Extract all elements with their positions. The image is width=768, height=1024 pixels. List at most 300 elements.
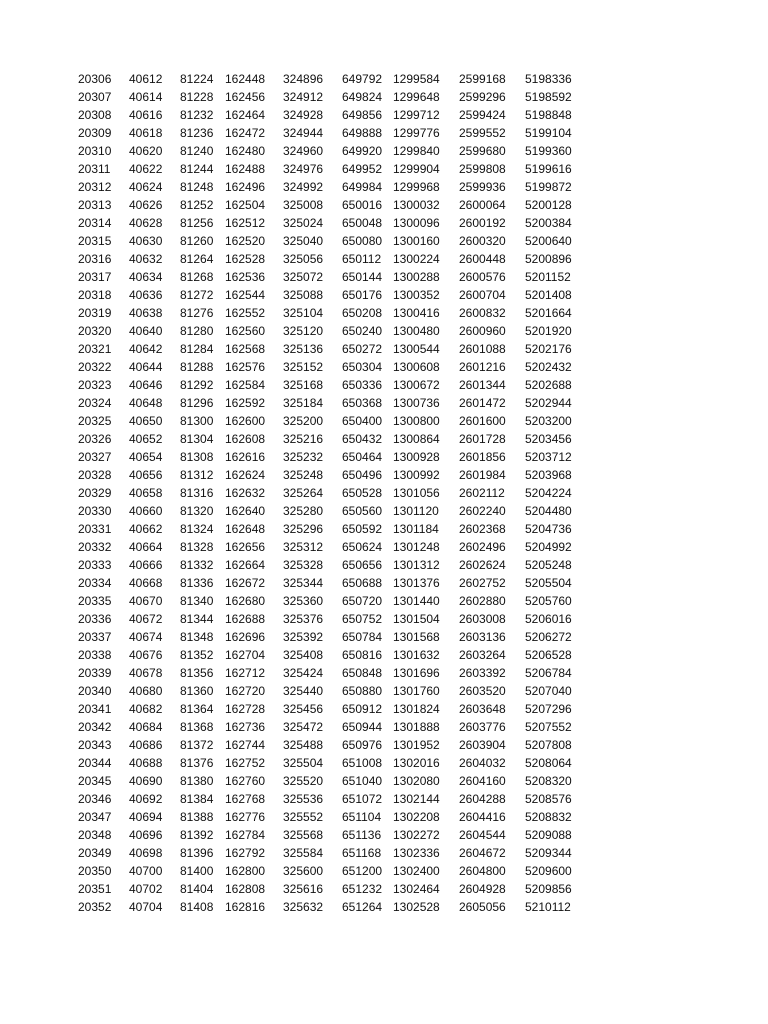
table-cell: 2599680: [459, 144, 506, 158]
table-cell: 2603648: [459, 702, 506, 716]
table-cell: 40634: [129, 270, 163, 284]
table-cell: 2600192: [459, 216, 506, 230]
table-cell: 650496: [342, 468, 383, 482]
table-cell: 650016: [342, 198, 383, 212]
table-cell: 81268: [180, 270, 214, 284]
table-cell: 325568: [283, 828, 324, 842]
table-cell: 162528: [225, 252, 266, 266]
table-cell: 325632: [283, 900, 324, 914]
table-cell: 2601216: [459, 360, 506, 374]
table-cell: 5200128: [525, 198, 572, 212]
table-cell: 5204992: [525, 540, 572, 554]
table-cell: 20332: [78, 540, 112, 554]
table-cell: 1301632: [393, 648, 440, 662]
table-cell: 40628: [129, 216, 163, 230]
table-cell: 2599296: [459, 90, 506, 104]
table-cell: 5205504: [525, 576, 572, 590]
table-cell: 650752: [342, 612, 383, 626]
table-row: [78, 736, 585, 754]
table-cell: 649952: [342, 162, 383, 176]
table-cell: 650080: [342, 234, 383, 248]
table-cell: 2604032: [459, 756, 506, 770]
table-cell: 325552: [283, 810, 324, 824]
table-cell: 162792: [225, 846, 266, 860]
table-cell: 5198336: [525, 72, 572, 86]
table-cell: 2602112: [459, 486, 505, 500]
table-cell: 20342: [78, 720, 112, 734]
table-cell: 2603520: [459, 684, 506, 698]
table-row: [78, 430, 585, 448]
table-cell: 1301440: [393, 594, 440, 608]
table-cell: 5198592: [525, 90, 572, 104]
table-cell: 2605056: [459, 900, 506, 914]
table-cell: 324976: [283, 162, 324, 176]
table-cell: 650368: [342, 396, 383, 410]
table-cell: 40624: [129, 180, 163, 194]
table-cell: 650656: [342, 558, 383, 572]
table-cell: 325280: [283, 504, 324, 518]
table-cell: 325168: [283, 378, 324, 392]
table-cell: 162696: [225, 630, 266, 644]
table-cell: 81252: [180, 198, 214, 212]
table-cell: 40636: [129, 288, 163, 302]
table-cell: 40654: [129, 450, 163, 464]
table-cell: 649920: [342, 144, 383, 158]
table-cell: 2602240: [459, 504, 506, 518]
table-row: [78, 412, 585, 430]
table-cell: 81400: [180, 864, 214, 878]
table-cell: 81396: [180, 846, 214, 860]
table-cell: 325376: [283, 612, 324, 626]
table-cell: 5206272: [525, 630, 572, 644]
table-row: [78, 178, 585, 196]
table-cell: 650848: [342, 666, 383, 680]
table-row: [78, 664, 585, 682]
table-row: [78, 358, 585, 376]
table-cell: 81264: [180, 252, 214, 266]
table-cell: 81388: [180, 810, 214, 824]
table-cell: 20318: [78, 288, 112, 302]
table-row: [78, 574, 585, 592]
table-cell: 40670: [129, 594, 163, 608]
table-cell: 40646: [129, 378, 163, 392]
table-cell: 162768: [225, 792, 266, 806]
table-cell: 20316: [78, 252, 112, 266]
table-cell: 1301504: [393, 612, 440, 626]
table-cell: 5206528: [525, 648, 572, 662]
table-cell: 1299840: [393, 144, 440, 158]
table-cell: 162504: [225, 198, 266, 212]
table-row: [78, 394, 585, 412]
table-cell: 162664: [225, 558, 266, 572]
table-cell: 325264: [283, 486, 324, 500]
table-cell: 40622: [129, 162, 163, 176]
table-cell: 81304: [180, 432, 214, 446]
table-cell: 2600320: [459, 234, 506, 248]
table-cell: 20313: [78, 198, 112, 212]
table-cell: 20323: [78, 378, 112, 392]
table-cell: 5208320: [525, 774, 572, 788]
table-cell: 40618: [129, 126, 163, 140]
table-cell: 81316: [180, 486, 214, 500]
table-cell: 5201408: [525, 288, 572, 302]
table-cell: 650176: [342, 288, 383, 302]
table-cell: 2604160: [459, 774, 506, 788]
table-cell: 162712: [225, 666, 266, 680]
table-cell: 40638: [129, 306, 163, 320]
table-cell: 2604928: [459, 882, 506, 896]
table-cell: 81308: [180, 450, 214, 464]
table-cell: 325072: [283, 270, 324, 284]
table-cell: 40620: [129, 144, 163, 158]
table-cell: 40700: [129, 864, 163, 878]
table-cell: 40662: [129, 522, 163, 536]
table-row: [78, 898, 585, 916]
table-cell: 162680: [225, 594, 266, 608]
table-cell: 325088: [283, 288, 324, 302]
table-cell: 1299584: [393, 72, 440, 86]
table-cell: 5205248: [525, 558, 572, 572]
table-cell: 650272: [342, 342, 383, 356]
table-cell: 650880: [342, 684, 383, 698]
table-row: [78, 826, 585, 844]
table-cell: 20351: [78, 882, 112, 896]
table-cell: 20334: [78, 576, 112, 590]
table-row: [78, 880, 585, 898]
table-cell: 40696: [129, 828, 163, 842]
table-cell: 325360: [283, 594, 324, 608]
table-row: [78, 682, 585, 700]
table-cell: 162592: [225, 396, 266, 410]
table-cell: 324912: [283, 90, 324, 104]
table-cell: 81356: [180, 666, 214, 680]
table-cell: 1301568: [393, 630, 440, 644]
table-cell: 1300928: [393, 450, 440, 464]
table-cell: 162496: [225, 180, 266, 194]
table-cell: 651168: [342, 846, 382, 860]
table-cell: 20339: [78, 666, 112, 680]
table-cell: 324928: [283, 108, 324, 122]
table-cell: 650464: [342, 450, 383, 464]
table-cell: 20324: [78, 396, 112, 410]
table-cell: 81232: [180, 108, 214, 122]
table-cell: 1302400: [393, 864, 440, 878]
table-cell: 20309: [78, 126, 112, 140]
table-cell: 5199872: [525, 180, 572, 194]
table-cell: 162544: [225, 288, 266, 302]
table-row: [78, 232, 585, 250]
table-cell: 40614: [129, 90, 163, 104]
table-row: [78, 718, 585, 736]
table-cell: 2601984: [459, 468, 506, 482]
table-row: [78, 844, 585, 862]
table-cell: 1300480: [393, 324, 440, 338]
table-cell: 325120: [283, 324, 324, 338]
table-cell: 1300544: [393, 342, 440, 356]
table-cell: 649984: [342, 180, 383, 194]
table-cell: 650304: [342, 360, 383, 374]
table-cell: 81244: [180, 162, 214, 176]
table-cell: 2603904: [459, 738, 506, 752]
table-cell: 5210112: [525, 900, 571, 914]
table-cell: 40632: [129, 252, 163, 266]
table-cell: 40702: [129, 882, 163, 896]
table-cell: 1302144: [393, 792, 440, 806]
table-cell: 2599552: [459, 126, 506, 140]
table-cell: 5207040: [525, 684, 572, 698]
table-cell: 5209088: [525, 828, 572, 842]
table-cell: 20341: [78, 702, 112, 716]
table-cell: 162640: [225, 504, 266, 518]
table-row: [78, 610, 585, 628]
table-cell: 40684: [129, 720, 163, 734]
table-cell: 20347: [78, 810, 112, 824]
table-cell: 5209344: [525, 846, 572, 860]
table-cell: 162784: [225, 828, 266, 842]
table-cell: 81364: [180, 702, 214, 716]
table-cell: 650976: [342, 738, 383, 752]
table-cell: 325536: [283, 792, 324, 806]
table-cell: 20322: [78, 360, 112, 374]
table-cell: 1302272: [393, 828, 440, 842]
table-cell: 40640: [129, 324, 163, 338]
table-cell: 5200640: [525, 234, 572, 248]
table-cell: 2600960: [459, 324, 506, 338]
table-cell: 325200: [283, 414, 324, 428]
table-row: [78, 196, 585, 214]
table-cell: 325008: [283, 198, 324, 212]
table-cell: 81380: [180, 774, 214, 788]
table-cell: 5209856: [525, 882, 572, 896]
table-cell: 1299904: [393, 162, 440, 176]
table-cell: 650208: [342, 306, 383, 320]
table-cell: 162672: [225, 576, 266, 590]
table-cell: 40658: [129, 486, 163, 500]
table-cell: 162480: [225, 144, 266, 158]
table-cell: 162488: [225, 162, 266, 176]
table-cell: 20315: [78, 234, 112, 248]
table-cell: 20338: [78, 648, 112, 662]
table-cell: 20337: [78, 630, 112, 644]
table-row: [78, 250, 585, 268]
table-row: [78, 484, 585, 502]
table-cell: 1299776: [393, 126, 440, 140]
table-row: [78, 304, 585, 322]
table-cell: 5204480: [525, 504, 572, 518]
table-row: [78, 520, 585, 538]
table-cell: 1302016: [393, 756, 440, 770]
table-cell: 162656: [225, 540, 266, 554]
table-cell: 324992: [283, 180, 324, 194]
table-cell: 40666: [129, 558, 163, 572]
table-cell: 5205760: [525, 594, 572, 608]
table-cell: 81296: [180, 396, 214, 410]
table-cell: 2602496: [459, 540, 506, 554]
table-cell: 651232: [342, 882, 383, 896]
table-cell: 1300608: [393, 360, 440, 374]
table-cell: 5202944: [525, 396, 572, 410]
table-cell: 325520: [283, 774, 324, 788]
table-cell: 1301824: [393, 702, 440, 716]
table-cell: 325344: [283, 576, 324, 590]
table-cell: 5203712: [525, 450, 572, 464]
table-cell: 650912: [342, 702, 383, 716]
table-cell: 1300800: [393, 414, 440, 428]
table-cell: 81384: [180, 792, 214, 806]
table-cell: 2602624: [459, 558, 506, 572]
table-cell: 325408: [283, 648, 324, 662]
table-cell: 81340: [180, 594, 214, 608]
table-cell: 651008: [342, 756, 383, 770]
table-cell: 1302080: [393, 774, 440, 788]
table-cell: 651072: [342, 792, 383, 806]
table-cell: 40680: [129, 684, 163, 698]
table-cell: 2599168: [459, 72, 506, 86]
table-cell: 20311: [78, 162, 111, 176]
table-cell: 20310: [78, 144, 112, 158]
table-cell: 5201664: [525, 306, 572, 320]
table-row: [78, 808, 585, 826]
table-cell: 5203456: [525, 432, 572, 446]
table-row: [78, 142, 585, 160]
table-cell: 40652: [129, 432, 163, 446]
table-cell: 81284: [180, 342, 214, 356]
table-cell: 2601856: [459, 450, 506, 464]
table-cell: 325216: [283, 432, 324, 446]
table-cell: 325424: [283, 666, 324, 680]
table-cell: 81344: [180, 612, 214, 626]
table-cell: 162736: [225, 720, 266, 734]
table-cell: 1300288: [393, 270, 440, 284]
table-cell: 1300032: [393, 198, 440, 212]
table-cell: 81236: [180, 126, 214, 140]
table-cell: 162560: [225, 324, 266, 338]
table-cell: 20306: [78, 72, 112, 86]
table-cell: 325600: [283, 864, 324, 878]
table-cell: 20314: [78, 216, 112, 230]
table-row: [78, 70, 585, 88]
table-row: [78, 592, 585, 610]
table-cell: 5203200: [525, 414, 572, 428]
table-cell: 81312: [180, 468, 214, 482]
table-cell: 325504: [283, 756, 324, 770]
table-cell: 20317: [78, 270, 112, 284]
table-cell: 20344: [78, 756, 112, 770]
table-cell: 40686: [129, 738, 163, 752]
table-cell: 81280: [180, 324, 214, 338]
table-cell: 20325: [78, 414, 112, 428]
table-cell: 1300352: [393, 288, 440, 302]
table-row: [78, 466, 585, 484]
table-row: [78, 448, 585, 466]
table-row: [78, 646, 585, 664]
table-cell: 1301056: [393, 486, 440, 500]
table-cell: 324960: [283, 144, 324, 158]
table-cell: 651200: [342, 864, 383, 878]
table-cell: 81372: [180, 738, 214, 752]
table-cell: 40668: [129, 576, 163, 590]
table-cell: 1300736: [393, 396, 440, 410]
table-cell: 162520: [225, 234, 266, 248]
table-cell: 1301312: [393, 558, 440, 572]
table-cell: 650560: [342, 504, 383, 518]
table-cell: 40678: [129, 666, 163, 680]
table-cell: 81360: [180, 684, 214, 698]
table-cell: 40616: [129, 108, 163, 122]
table-cell: 20329: [78, 486, 112, 500]
table-cell: 2603392: [459, 666, 506, 680]
table-cell: 81408: [180, 900, 214, 914]
table-cell: 1301184: [393, 522, 439, 536]
table-cell: 325328: [283, 558, 324, 572]
table-cell: 20349: [78, 846, 112, 860]
table-cell: 2604288: [459, 792, 506, 806]
table-cell: 325296: [283, 522, 324, 536]
table-cell: 650112: [342, 252, 382, 266]
table-cell: 81376: [180, 756, 214, 770]
table-cell: 162752: [225, 756, 266, 770]
table-cell: 81240: [180, 144, 214, 158]
table-cell: 40650: [129, 414, 163, 428]
table-cell: 325152: [283, 360, 324, 374]
table-cell: 162704: [225, 648, 266, 662]
table-cell: 2604800: [459, 864, 506, 878]
table-cell: 162624: [225, 468, 266, 482]
table-cell: 20335: [78, 594, 112, 608]
table-cell: 1301120: [393, 504, 439, 518]
table-cell: 81320: [180, 504, 214, 518]
table-cell: 650688: [342, 576, 383, 590]
table-cell: 325584: [283, 846, 324, 860]
table-cell: 1302528: [393, 900, 440, 914]
table-cell: 40664: [129, 540, 163, 554]
table-cell: 81336: [180, 576, 214, 590]
table-cell: 40694: [129, 810, 163, 824]
table-cell: 650816: [342, 648, 383, 662]
table-cell: 1302464: [393, 882, 440, 896]
table-cell: 162776: [225, 810, 266, 824]
table-cell: 162648: [225, 522, 266, 536]
table-row: [78, 862, 585, 880]
table-cell: 20319: [78, 306, 112, 320]
table-cell: 5200384: [525, 216, 572, 230]
table-cell: 5209600: [525, 864, 572, 878]
table-cell: 2601600: [459, 414, 506, 428]
table-cell: 40626: [129, 198, 163, 212]
table-cell: 162448: [225, 72, 266, 86]
table-cell: 20340: [78, 684, 112, 698]
table-cell: 325392: [283, 630, 324, 644]
table-cell: 20331: [78, 522, 112, 536]
table-cell: 325616: [283, 882, 324, 896]
table-cell: 20348: [78, 828, 112, 842]
table-cell: 1299968: [393, 180, 440, 194]
table-row: [78, 340, 585, 358]
table-cell: 5204224: [525, 486, 572, 500]
table-cell: 5208064: [525, 756, 572, 770]
table-cell: 651104: [342, 810, 382, 824]
table-cell: 2599424: [459, 108, 506, 122]
table-cell: 162464: [225, 108, 266, 122]
table-cell: 40688: [129, 756, 163, 770]
table-cell: 5198848: [525, 108, 572, 122]
table-cell: 1300992: [393, 468, 440, 482]
table-cell: 2603136: [459, 630, 506, 644]
table-cell: 650784: [342, 630, 383, 644]
table-row: [78, 502, 585, 520]
table-cell: 325232: [283, 450, 324, 464]
table-row: [78, 772, 585, 790]
